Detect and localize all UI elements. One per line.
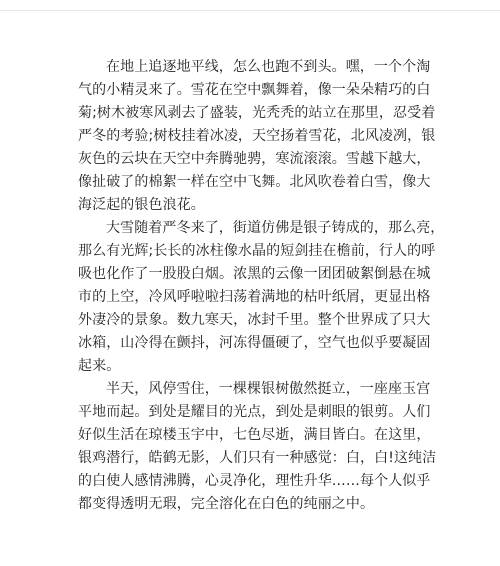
text-line: 菊;树木被寒风剥去了盛装，光秃秃的站立在那里，忍受着 [78, 105, 436, 121]
paragraph-2 [78, 217, 445, 378]
text-line: 都变得透明无瑕，完全溶化在白色的纯丽之中。 [78, 496, 375, 512]
text-line: 像扯破了的棉絮一样在空中飞舞。北风吹卷着白雪，像大 [78, 174, 431, 190]
text-line: 的白使人感情沸腾，心灵净化，理性升华……每个人似乎 [78, 473, 431, 489]
text-line: 海泛起的银色浪花。 [78, 197, 205, 213]
paragraph-1 [78, 56, 436, 217]
text-line: 严冬的考验;树枝挂着冰凌，天空扬着雪花，北风凌冽，银 [78, 128, 436, 144]
text-line: 市的上空，冷风呼啦啦扫荡着满地的枯叶纸屑，更显出格 [78, 289, 431, 305]
text-line: 银鸡潜行，皓鹤无影，人们只有一种感觉：白，白!这纯洁 [78, 450, 437, 466]
text-line: 在地上追逐地平线，怎么也跑不到头。嘿，一个个淘 [106, 59, 431, 75]
text-line: 好似生活在琼楼玉宇中，七色尽逝，满目皆白。在这里， [78, 427, 431, 443]
text-line: 平地而起。到处是耀目的光点，到处是刺眼的银剪。人们 [78, 404, 431, 420]
text-line: 那么有光辉;长长的冰柱像水晶的短剑挂在檐前，行人的呼 [78, 243, 436, 259]
text-line: 大雪随着严冬来了，街道仿佛是银子铸成的，那么亮， [106, 220, 445, 236]
text-line: 起来。 [78, 358, 121, 374]
text-line: 冰箱，山冷得在颤抖，河冻得僵硬了，空气也似乎要凝固 [78, 335, 431, 351]
text-line: 外凄冷的景象。数九寒天，冰封千里。整个世界成了只大 [78, 312, 431, 328]
document-body [78, 56, 445, 516]
text-line: 半天，风停雪住，一棵棵银树傲然挺立，一座座玉宫 [106, 381, 431, 397]
text-line: 气的小精灵来了。雪花在空中飘舞着，像一朵朵精巧的白 [78, 82, 431, 98]
text-line: 吸也化作了一股股白烟。浓黑的云像一团团破絮倒悬在城 [78, 266, 431, 282]
paragraph-3 [78, 378, 437, 516]
top-divider [0, 10, 500, 11]
text-line: 灰色的云块在天空中奔腾驰骋，寒流滚滚。雪越下越大， [78, 151, 431, 167]
